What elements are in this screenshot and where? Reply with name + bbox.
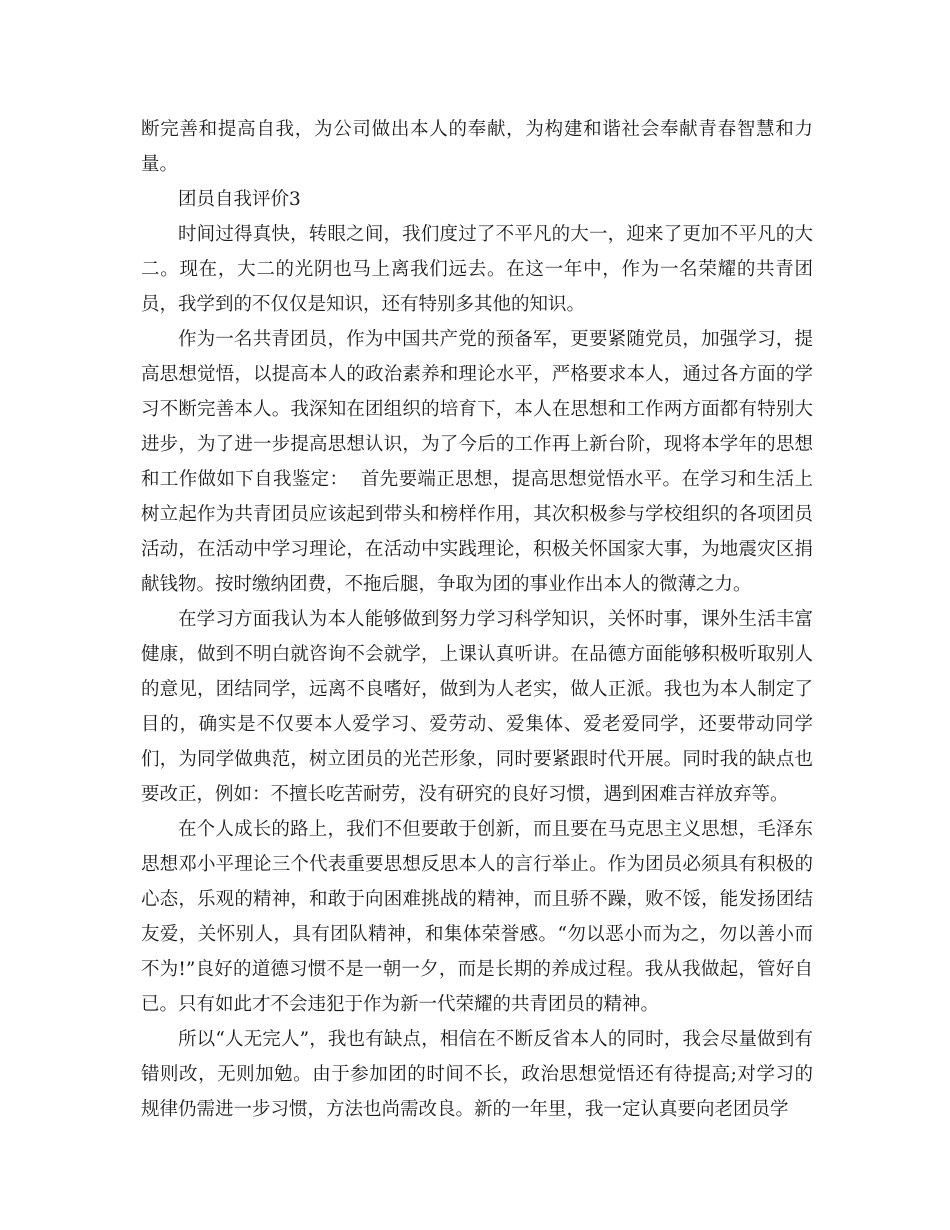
section-heading: 团员自我评价3 (178, 189, 301, 210)
paragraph: 作为一名共青团员，作为中国共产党的预备军，更要紧随党员，加强学习，提高思想觉悟，以提高本人的政治素养和理论水平，严格要求本人，通过各方面的学习不断完善本人。我深知在团组织的培育下，本人在思想和工作两方面都有特别大进步，为了进一步提高思想认识，为了今后的工作再上新台阶，现将本学年的思想和工作做如下自我鉴定： 首先要端正思想，提高思想觉悟水平。在学习和生活上树立起作为共青团员应该起到带头和榜样作用，其次积极参与学校组织的各项团员活动，在活动中学习理论，在活动中实践理论，积极关怀国家大事，为地震灾区捐献钱物。按时缴纳团费，不拖后腿，争取为团的事业作出本人的微薄之力。 (141, 329, 813, 595)
paragraph: 所以“人无完人”，我也有缺点，相信在不断反省本人的同时，我会尽量做到有错则改，无则加勉。由于参加团的时间不长，政治思想觉悟还有待提高;对学习的规律仍需进一步习惯，方法也尚需改良。新的一年里，我一定认真要向老团员学 (141, 1029, 813, 1120)
paragraph: 时间过得真快，转眼之间，我们度过了不平凡的大一，迎来了更加不平凡的大二。现在，大二的光阴也马上离我们远去。在这一年中，作为一名荣耀的共青团员，我学到的不仅仅是知识，还有特别多其他的知识。 (141, 224, 813, 315)
paragraph: 在个人成长的路上，我们不但要敢于创新，而且要在马克思主义思想，毛泽东思想邓小平理论三个代表重要思想反思本人的言行举止。作为团员必须具有积极的心态，乐观的精神，和敢于向困难挑战的精神，而且骄不躁，败不馁，能发扬团结友爱，关怀别人，具有团队精神，和集体荣誉感。“勿以恶小而为之，勿以善小而不为!”良好的道德习惯不是一朝一夕，而是长期的养成过程。我从我做起，管好自已。只有如此才不会违犯于作为新一代荣耀的共青团员的精神。 (141, 819, 813, 1015)
document-body (141, 112, 813, 1127)
paragraph: 在学习方面我认为本人能够做到努力学习科学知识，关怀时事，课外生活丰富健康，做到不明白就咨询不会就学，上课认真听讲。在品德方面能够积极听取别人的意见，团结同学，远离不良嗜好，做到为人老实，做人正派。我也为本人制定了目的，确实是不仅要本人爱学习、爱劳动、爱集体、爱老爱同学，还要带动同学们，为同学做典范，树立团员的光芒形象，同时要紧跟时代开展。同时我的缺点也要改正，例如：不擅长吃苦耐劳，没有研究的良好习惯，遇到困难吉祥放弃等。 (141, 609, 813, 805)
paragraph-continuation: 断完善和提高自我，为公司做出本人的奉献，为构建和谐社会奉献青春智慧和力量。 (141, 119, 813, 175)
